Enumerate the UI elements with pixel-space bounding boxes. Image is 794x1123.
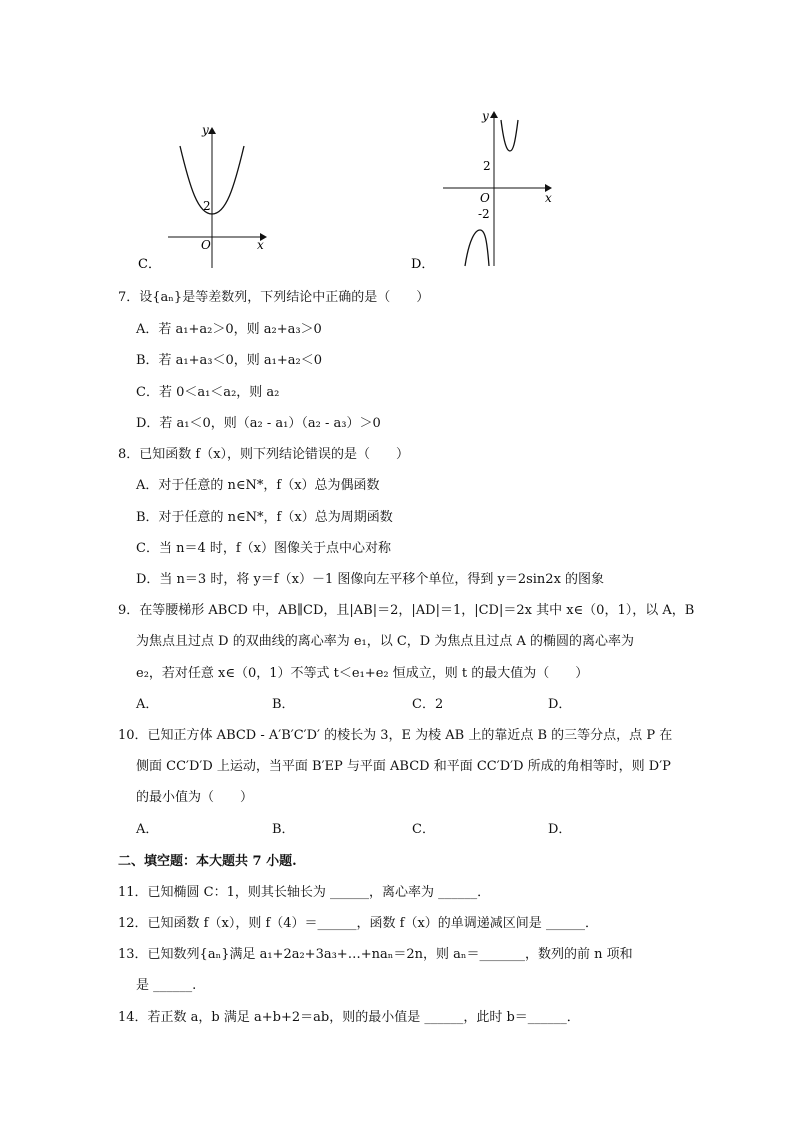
- graph-d-y-label: y: [482, 109, 489, 123]
- q7-option-b: B．若 a₁+a₃＜0，则 a₁+a₂＜0: [136, 353, 322, 368]
- q10-line-1: 10．已知正方体 ABCD - A′B′C′D′ 的棱长为 3，E 为棱 AB 上的靠近点 B 的三等分点，点 P 在: [118, 728, 673, 743]
- q10-line-3: 的最小值为（ ）: [136, 790, 254, 805]
- graph-d-tick-2: 2: [483, 159, 491, 173]
- q11: 11．已知椭圆 C：1，则其长轴长为 ______，离心率为 ______．: [118, 885, 491, 900]
- q10-option-b: B．: [272, 822, 295, 837]
- q13-line-1: 13．已知数列{aₙ}满足 a₁+2a₂+3a₃+…+naₙ＝2n，则 aₙ＝_______，数列的前 n 项和: [118, 947, 633, 962]
- q7-option-d: D．若 a₁＜0，则（a₂ - a₁）（a₂ - a₃）＞0: [136, 416, 381, 431]
- graph-d-x-label: x: [545, 191, 552, 205]
- q9-line-1: 9．在等腰梯形 ABCD 中，AB∥CD，且|AB|＝2，|AD|＝1，|CD|＝2x 其中 x∈（0，1），以 A，B: [118, 603, 695, 618]
- graph-d-origin: O: [480, 191, 490, 205]
- graph-d: [405, 108, 575, 273]
- q7-option-a: A．若 a₁+a₂＞0，则 a₂+a₃＞0: [136, 322, 322, 337]
- q13-line-2: 是 ______.: [136, 978, 197, 993]
- q7-stem: 7．设{aₙ}是等差数列，下列结论中正确的是（ ）: [118, 290, 430, 305]
- q8-option-b: B．对于任意的 n∈N*，f（x）总为周期函数: [136, 510, 393, 525]
- q10-option-a: A．: [136, 822, 159, 837]
- q8-option-c: C．当 n＝4 时，f（x）图像关于点中心对称: [136, 541, 391, 556]
- graph-c-option-label: C．: [138, 257, 161, 272]
- q7-option-c: C．若 0＜a₁＜a₂，则 a₂: [136, 385, 280, 400]
- graph-c-tick-2: 2: [203, 199, 211, 213]
- graph-c-x-label: x: [257, 238, 264, 252]
- q8-option-d: D．当 n＝3 时，将 y＝f（x）－1 图像向左平移个单位，得到 y＝2sin2x 的图象: [136, 572, 605, 587]
- q10-option-c: C．: [412, 822, 435, 837]
- q9-option-b: B．: [272, 697, 295, 712]
- graph-c-y-label: y: [202, 123, 209, 137]
- graph-d-lower-branch: [465, 230, 489, 266]
- q12: 12．已知函数 f（x），则 f（4）＝______，函数 f（x）的单调递减区间是 ______．: [118, 916, 598, 931]
- q10-option-d: D．: [548, 822, 572, 837]
- q10-line-2: 侧面 CC′D′D 上运动，当平面 B′EP 与平面 ABCD 和平面 CC′D′D 所成的角相等时，则 D′P: [136, 759, 671, 774]
- graph-d-tick-neg2: -2: [478, 207, 490, 221]
- q8-option-a: A．对于任意的 n∈N*，f（x）总为偶函数: [136, 478, 380, 493]
- graph-c: [130, 118, 280, 278]
- q9-option-a: A．: [136, 697, 159, 712]
- q9-line-3: e₂，若对任意 x∈（0，1）不等式 t＜e₁+e₂ 恒成立，则 t 的最大值为（ ）: [136, 666, 589, 681]
- q14: 14．若正数 a，b 满足 a+b+2＝ab，则的最小值是 ______，此时 b＝______．: [118, 1010, 580, 1025]
- q8-stem: 8．已知函数 f（x），则下列结论错误的是（ ）: [118, 447, 410, 462]
- graph-d-upper-branch: [501, 120, 518, 151]
- q9-option-d: D．: [548, 697, 572, 712]
- graph-d-option-label: D．: [411, 257, 435, 272]
- q9-option-c: C．2: [412, 697, 444, 712]
- section-2-heading: 二、填空题：本大题共 7 小题.: [118, 854, 297, 869]
- graph-c-origin: O: [201, 238, 211, 252]
- q9-line-2: 为焦点且过点 D 的双曲线的离心率为 e₁，以 C，D 为焦点且过点 A 的椭圆的离心率为: [136, 634, 635, 649]
